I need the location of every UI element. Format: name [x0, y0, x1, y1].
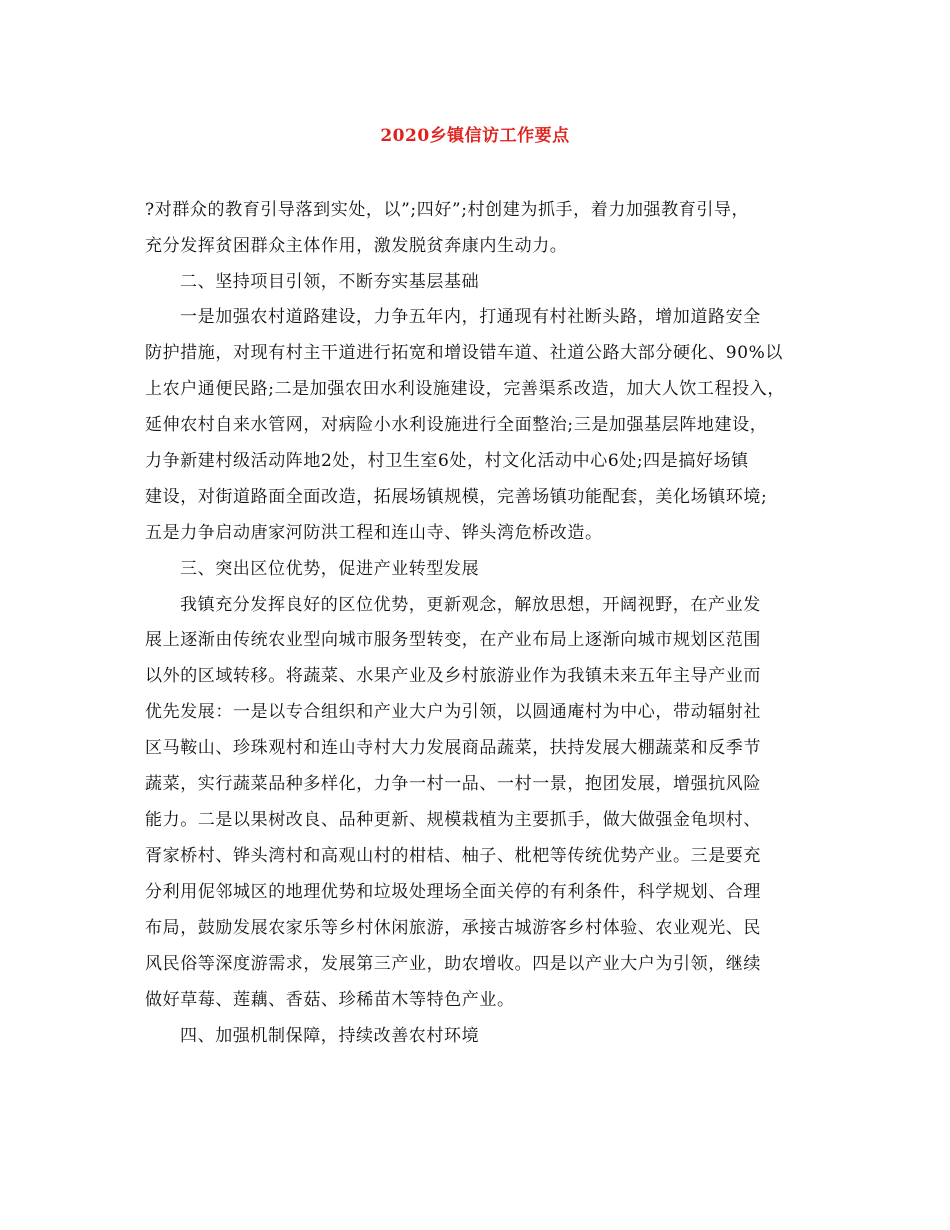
body-line-6: 上农户通便民路;二是加强农田水利设施建设，完善渠系改造，加大人饮工程投入，	[145, 379, 785, 399]
body-line-17: 蔬菜，实行蔬菜品种多样化，力争一村一品、一村一景，抱团发展，增强抗风险	[145, 774, 761, 794]
body-line-13: 展上逐渐由传统农业型向城市服务型转变，在产业布局上逐渐向城市规划区范围	[145, 630, 761, 650]
section-heading-4: 四、加强机制保障，持续改善农村环境	[180, 1026, 480, 1046]
document-title: 2020乡镇信访工作要点	[380, 126, 570, 146]
body-line-15: 优先发展：一是以专合组织和产业大户为引领，以圆通庵村为中心，带动辐射社	[145, 702, 761, 722]
body-line-20: 分利用伲邻城区的地理优势和垃圾处理场全面关停的有利条件，科学规划、合理	[145, 882, 761, 902]
body-line-4: 一是加强农村道路建设，力争五年内，打通现有村社断头路，增加道路安全	[180, 307, 761, 327]
section-heading-3: 三、突出区位优势，促进产业转型发展	[180, 559, 480, 579]
body-line-14: 以外的区域转移。将蔬菜、水果产业及乡村旅游业作为我镇未来五年主导产业而	[145, 666, 761, 686]
body-line-12: 我镇充分发挥良好的区位优势，更新观念，解放思想，开阔视野，在产业发	[180, 595, 761, 615]
section-heading-2: 二、坚持项目引领，不断夯实基层基础	[180, 272, 480, 292]
body-line-23: 做好草莓、莲藕、香菇、珍稀苗木等特色产业。	[145, 990, 515, 1010]
body-line-21: 布局，鼓励发展农家乐等乡村休闲旅游，承接古城游客乡村体验、农业观光、民	[145, 918, 761, 938]
body-line-19: 胥家桥村、铧头湾村和高观山村的柑桔、柚子、枇杷等传统优势产业。三是要充	[145, 846, 761, 866]
body-line-10: 五是力争启动唐家河防洪工程和连山寺、铧头湾危桥改造。	[145, 523, 603, 543]
body-line-22: 风民俗等深度游需求，发展第三产业，助农增收。四是以产业大户为引领，继续	[145, 954, 761, 974]
body-line-9: 建设，对街道路面全面改造，拓展场镇规模，完善场镇功能配套，美化场镇环境;	[145, 487, 768, 507]
body-line-8: 力争新建村级活动阵地2处，村卫生室6处，村文化活动中心6处;四是搞好场镇	[145, 451, 749, 471]
body-line-16: 区马鞍山、珍珠观村和连山寺村大力发展商品蔬菜，扶持发展大棚蔬菜和反季节	[145, 738, 761, 758]
body-line-2: 充分发挥贫困群众主体作用，激发脱贫奔康内生动力。	[145, 236, 568, 256]
body-line-7: 延伸农村自来水管网，对病险小水利设施进行全面整治;三是加强基层阵地建设，	[145, 415, 768, 435]
body-line-1: ?对群众的教育引导落到实处，以”;四好”;村创建为抓手，着力加强教育引导，	[145, 200, 750, 220]
body-line-5: 防护措施，对现有村主干道进行拓宽和增设错车道、社道公路大部分硬化、90%以	[145, 343, 783, 363]
body-line-18: 能力。二是以果树改良、品种更新、规模栽植为主要抓手，做大做强金龟坝村、	[145, 810, 761, 830]
